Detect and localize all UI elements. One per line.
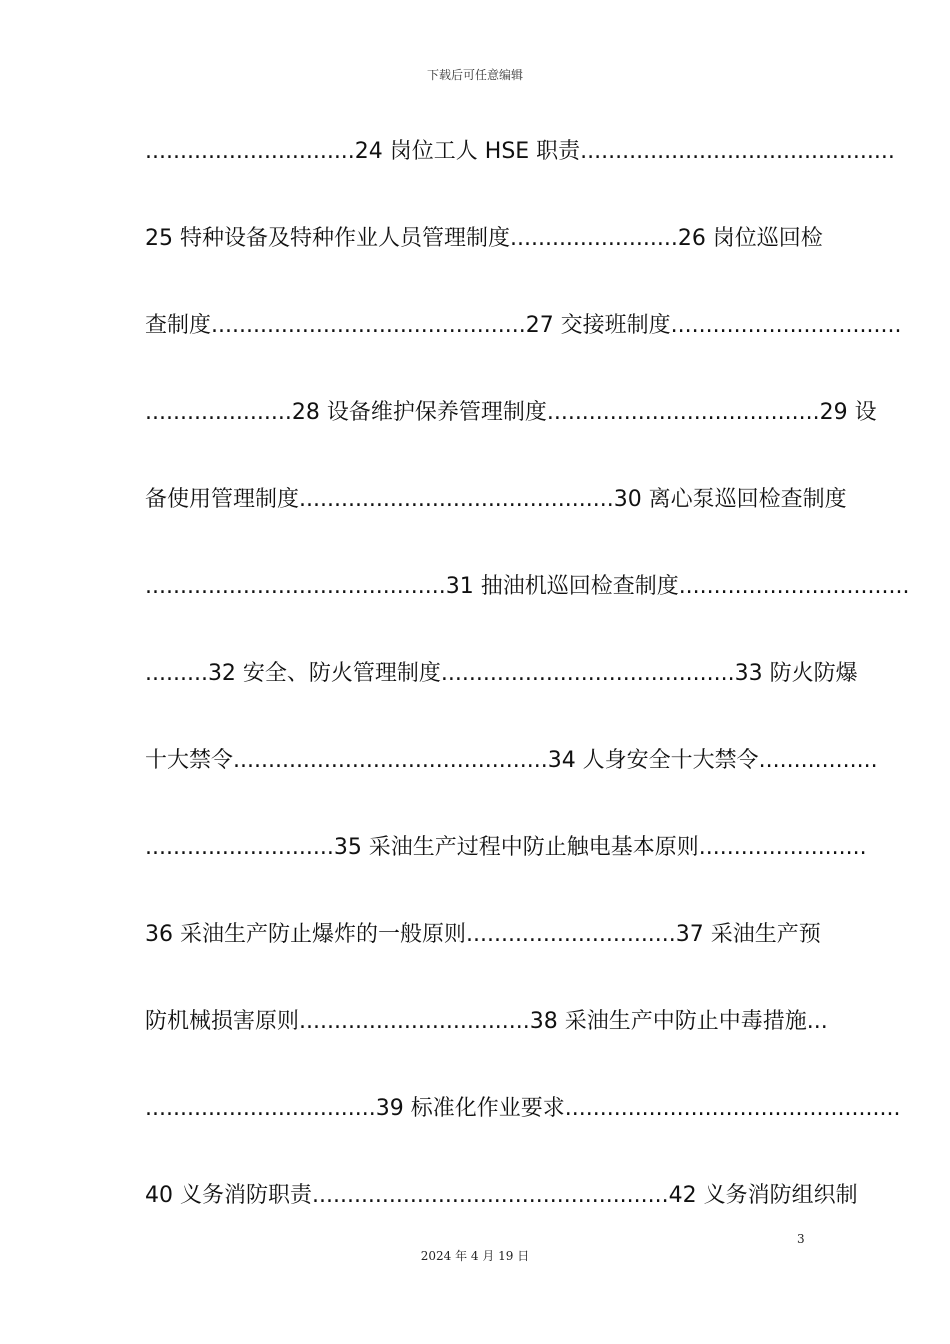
toc-line: 25 特种设备及特种作业人员管理制度........................26 岗位巡回检 <box>145 226 823 251</box>
toc-line: ...........................................31 抽油机巡回检查制度................................. <box>145 574 910 599</box>
table-of-contents <box>145 130 910 1261</box>
toc-line: ..............................24 岗位工人 HSE 职责............................................. <box>145 139 895 164</box>
toc-line: 备使用管理制度.............................................30 离心泵巡回检查制度 <box>145 487 847 512</box>
toc-line: 36 采油生产防止爆炸的一般原则..............................37 采油生产预 <box>145 922 821 947</box>
page-footer-date: 2024 年 4 月 19 日 <box>420 1249 530 1263</box>
toc-line: ...........................35 采油生产过程中防止触电基本原则........................ <box>145 835 867 860</box>
toc-line: .................................39 标准化作业要求................................................ <box>145 1096 901 1121</box>
toc-line: .........32 安全、防火管理制度..........................................33 防火防爆 <box>145 661 858 686</box>
toc-line: 防机械损害原则.................................38 采油生产中防止中毒措施... <box>145 1009 828 1034</box>
toc-line: .....................28 设备维护保养管理制度.......................................29 设 <box>145 400 877 425</box>
toc-line: 40 义务消防职责...................................................42 义务消防组织制 <box>145 1183 858 1208</box>
page-header: 下载后可任意编辑 <box>426 68 523 82</box>
toc-line: 十大禁令.............................................34 人身安全十大禁令................. <box>145 748 878 773</box>
page-number: 3 <box>797 1232 805 1246</box>
toc-line: 查制度.............................................27 交接班制度................................. <box>145 313 902 338</box>
